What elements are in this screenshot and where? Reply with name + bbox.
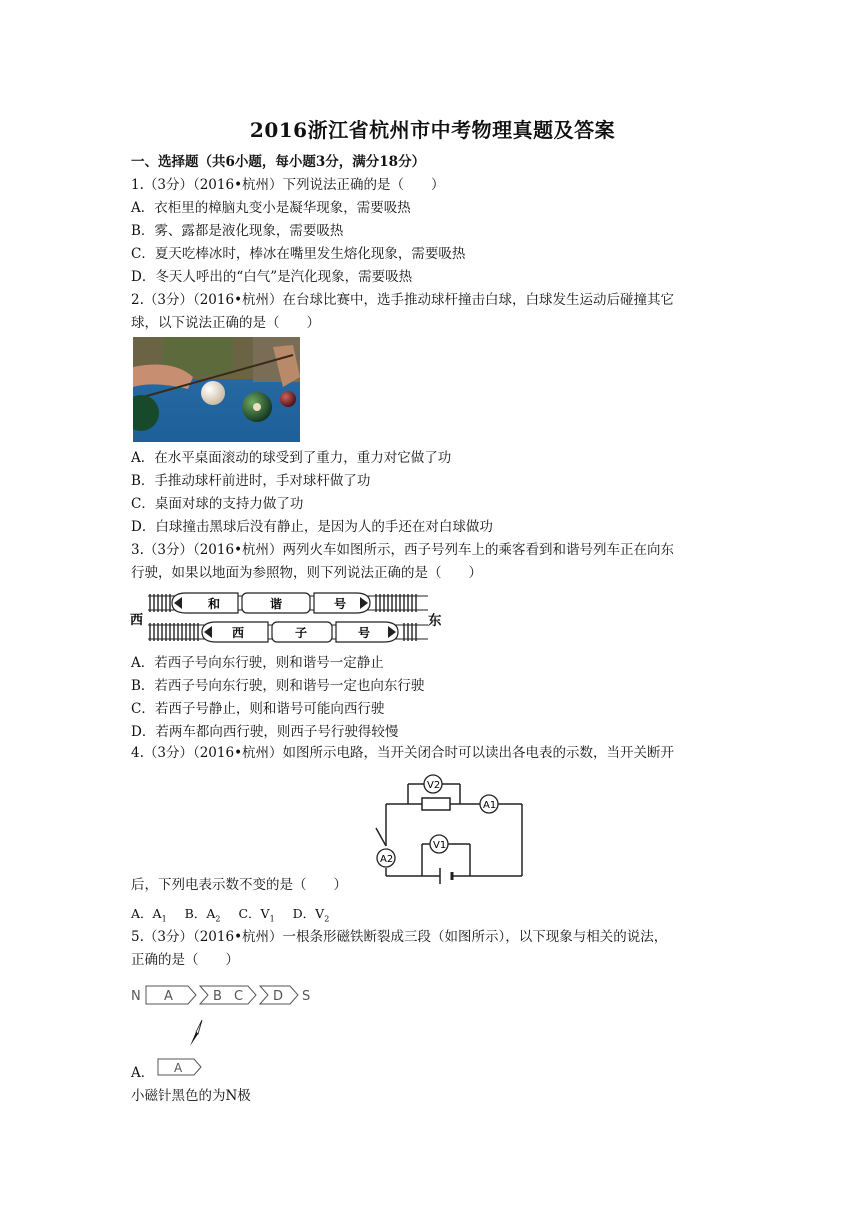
meter-a2-label: A2 [380, 854, 394, 865]
q2-option-a: A．在水平桌面滚动的球受到了重力，重力对它做了功 [131, 450, 452, 466]
train2-car3-label: 号 [358, 626, 371, 640]
meter-a1-label: A1 [483, 800, 497, 811]
q3-option-c: C．若西子号静止，则和谐号可能向西行驶 [131, 701, 385, 717]
compass-needle-icon [184, 1018, 208, 1048]
q3-stem-line2: 行驶，如果以地面为参照物，则下列说法正确的是（ ） [131, 565, 482, 581]
q2-option-c: C．桌面对球的支持力做了功 [131, 496, 304, 512]
q1-option-c: C．夏天吃棒冰时，棒冰在嘴里发生熔化现象，需要吸热 [131, 246, 466, 262]
magnet-s-label: S [302, 989, 311, 1004]
q1-option-d: D．冬天人呼出的“白气”是汽化现象，需要吸热 [131, 269, 413, 285]
trains-figure [128, 588, 448, 648]
billiards-photo [133, 337, 300, 442]
q4-option-a: A．$A_1$ [131, 906, 167, 924]
meter-v1-label: V1 [433, 840, 447, 851]
meter-v2-label: V2 [427, 780, 441, 791]
west-label: 西 [130, 613, 144, 628]
q4-options [131, 905, 329, 929]
piece-a-label: A [174, 1061, 183, 1075]
magnet-n-label: N [131, 989, 141, 1004]
train1-car3-label: 号 [334, 597, 347, 611]
q5-stem-line1: 5.（3分）（2016•杭州）一根条形磁铁断裂成三段（如图所示），以下现象与相关的说法， [131, 929, 668, 945]
q4-stem-line2: 后，下列电表示数不变的是（ ） [131, 877, 347, 893]
q1-option-b: B．雾、露都是液化现象，需要吸热 [131, 223, 344, 239]
q1-option-a: A．衣柜里的樟脑丸变小是凝华现象，需要吸热 [131, 200, 411, 216]
q1-stem: 1.（3分）（2016•杭州）下列说法正确的是（ ） [131, 177, 445, 193]
q5-stem-line2: 正确的是（ ） [131, 952, 239, 968]
q4-option-b: B．$A_2$ [184, 906, 221, 924]
q3-option-a: A．若西子号向东行驶，则和谐号一定静止 [131, 655, 384, 671]
train1-car1-label: 和 [208, 597, 221, 611]
east-label: 东 [428, 613, 442, 629]
train1-car2-label: 谐 [270, 597, 283, 611]
q3-option-d: D．若两车都向西行驶，则西子号行驶得较慢 [131, 724, 399, 740]
q3-option-b: B．若西子号向东行驶，则和谐号一定也向东行驶 [131, 678, 425, 694]
q4-stem-line1: 4.（3分）（2016•杭州）如图所示电路，当开关闭合时可以读出各电表的示数，当开关断开 [131, 745, 675, 761]
train2-car2-label: 子 [295, 626, 308, 640]
magnet-b-label: B [213, 989, 222, 1004]
magnet-c-label: C [234, 989, 244, 1004]
q5-note: 小磁针黑色的为N极 [131, 1088, 251, 1104]
q2-option-b: B．手推动球杆前进时，手对球杆做了功 [131, 473, 371, 489]
q4-option-d: D．$V_2$ [292, 906, 330, 924]
q5-option-a-prefix: A． [131, 1065, 155, 1081]
magnet-piece-a-figure [156, 1056, 204, 1078]
q3-stem-line1: 3.（3分）（2016•杭州）两列火车如图所示，西子号列车上的乘客看到和谐号列车正在向东 [131, 542, 675, 558]
section-heading: 一、选择题（共6小题，每小题3分，满分18分） [131, 154, 426, 170]
train2-car1-label: 西 [232, 626, 245, 640]
magnet-d-label: D [273, 989, 284, 1004]
q4-option-c: C．$V_1$ [238, 906, 275, 924]
magnet-a-label: A [164, 989, 173, 1004]
circuit-figure [372, 768, 528, 890]
page-title: 2016浙江省杭州市中考物理真题及答案 [249, 118, 616, 142]
broken-magnet-figure [130, 984, 320, 1006]
q2-option-d: D．白球撞击黑球后没有静止，是因为人的手还在对白球做功 [131, 519, 493, 535]
q2-stem-line2: 球，以下说法正确的是（ ） [131, 315, 320, 331]
q2-stem-line1: 2.（3分）（2016•杭州）在台球比赛中，选手推动球杆撞击白球，白球发生运动后碰撞其它 [131, 292, 675, 308]
